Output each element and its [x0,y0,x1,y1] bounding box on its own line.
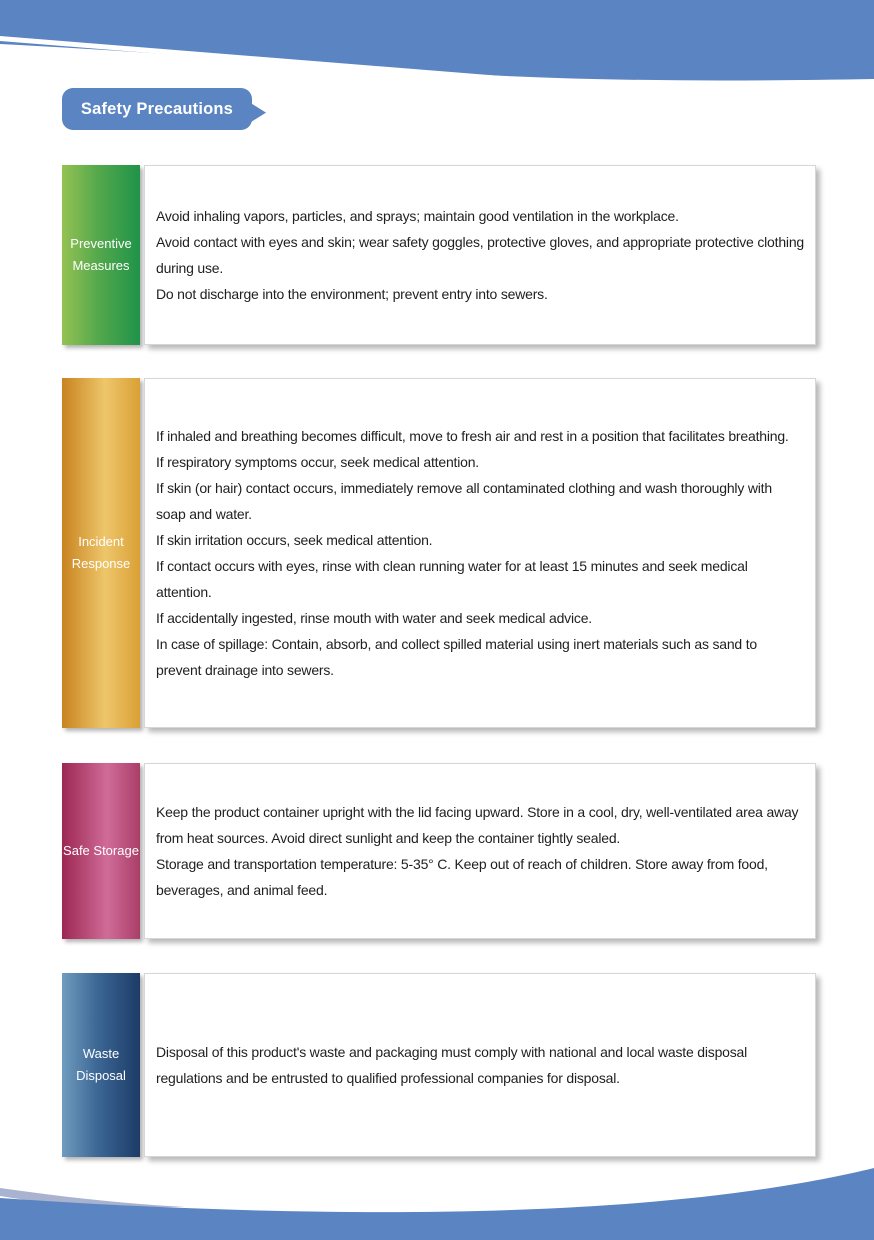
waste-disposal-tab [62,973,140,1157]
header-wave [0,0,874,90]
section-safe-storage [62,763,816,939]
tab-label-line: Measures [72,258,130,273]
paragraph: Keep the product container upright with the lid facing upward. Store in a cool, dry, well-ventilated area away from heat sources. Avoid direct sunlight and keep the container tightly sealed. [156,804,799,846]
page-title: Safety Precautions [80,99,234,118]
paragraph: If inhaled and breathing becomes difficult, move to fresh air and rest in a position that facilitates breathing. [156,428,789,444]
waste-disposal-card [144,973,816,1157]
paragraph: Storage and transportation temperature: 5-35° C. Keep out of reach of children. Store away from food, beverages, and animal feed. [156,856,768,898]
tab-label-line: Incident [78,534,124,549]
tab-label-line: Safe Storage [63,843,139,858]
paragraph: If skin (or hair) contact occurs, immediately remove all contaminated clothing and wash thoroughly with soap and water. [156,480,772,522]
section-waste-disposal [62,973,816,1157]
paragraph: If contact occurs with eyes, rinse with clean running water for at least 15 minutes and seek medical attention. [156,558,748,600]
paragraph: If accidentally ingested, rinse mouth with water and seek medical advice. [156,610,592,626]
incident-response-tab [62,378,140,728]
paragraph: Avoid inhaling vapors, particles, and sprays; maintain good ventilation in the workplace. [156,208,679,224]
preventive-measures-card [144,165,816,345]
header-wave-shape [0,0,874,80]
page-title-banner [62,88,252,130]
paragraph: Do not discharge into the environment; prevent entry into sewers. [156,286,548,302]
tab-label-line: Waste [82,1046,120,1061]
section-preventive-measures [62,165,816,345]
safe-storage-tab [62,763,140,939]
safe-storage-card [144,763,816,939]
section-incident-response [62,378,816,728]
paragraph: If respiratory symptoms occur, seek medical attention. [156,454,479,470]
tab-label-line: Response [71,556,131,571]
paragraph: Avoid contact with eyes and skin; wear safety goggles, protective gloves, and appropriate protective clothing during use. [156,234,804,276]
tab-label-line: Preventive [70,236,132,251]
footer-wave [0,1160,874,1240]
paragraph: If skin irritation occurs, seek medical attention. [156,532,433,548]
incident-response-card [144,378,816,728]
preventive-measures-tab [62,165,140,345]
paragraph: Disposal of this product's waste and packaging must comply with national and local waste disposal regulations and be entrusted to qualified professional companies for disposal. [156,1044,748,1086]
tab-label-line: Disposal [76,1068,126,1083]
paragraph: In case of spillage: Contain, absorb, and collect spilled material using inert materials such as sand to prevent drainage into sewers. [156,636,757,678]
